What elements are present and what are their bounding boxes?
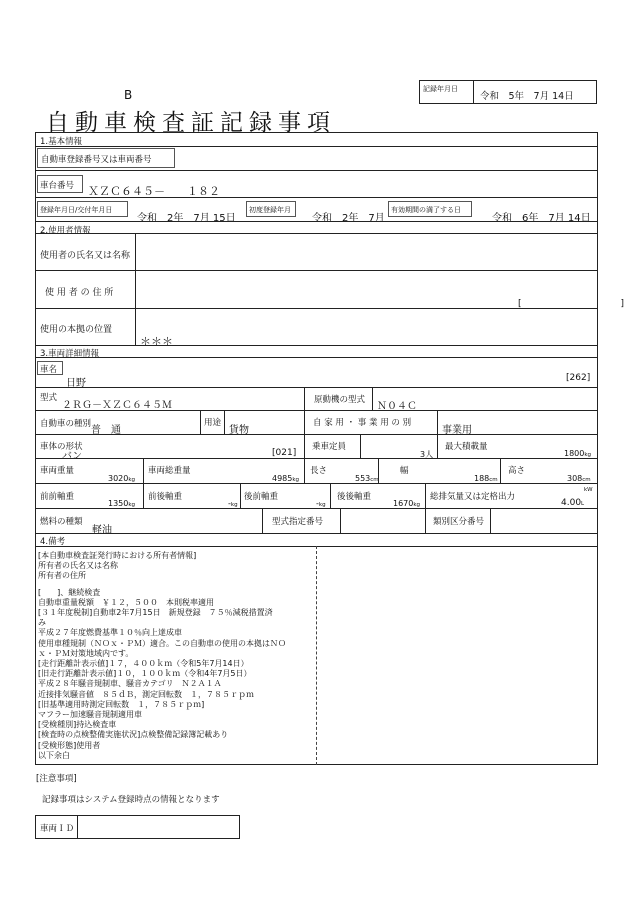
rear-front-axle-value: -kg: [316, 499, 326, 508]
model-value: ２ＲＧ－ＸＺＣ６４５Ｍ: [62, 400, 172, 411]
vehicle-id-label: 車両ＩＤ: [40, 824, 75, 834]
fuel-type-value: 軽油: [92, 525, 112, 536]
remarks-text: [本自動車検査証発行時における所有者情報] 所有者の氏名又は名称 所有者の住所 [ ]、継続検査 自動車重量税額 ￥１２，５００ 本則税率適用 [３１年度税制]自動車2年7月15日 新規登録 ７５％減税措置済 み 平成２７年度燃費基準１０％向上達成車 使用車種規制（ＮＯｘ・ＰＭ）適合。この自動車の使用の本拠はＮＯ ｘ・ＰＭ対策地域内です。 [走行距離計表示値]１７，４００ｋｍ（令和5年7月14日） [旧走行距離計表示値]１０，１００ｋｍ（令和4年7月5日） 平成２８年騒音規制車、騒音カテゴリ Ｎ２Ａ１Ａ 近接排気騒音値 ８５ｄＢ，測定回転数 １，７８５ｒｐｍ [旧基準適用時測定回転数 １，７８５ｒｐｍ] マフラー加速騒音規制適用車 [受検種別]持込検査車 [検査時の点検整備実施状況]点検整備記録簿記載あり [受検形態]使用者 以下余白: [38, 551, 286, 760]
chassis-number-label: 車台番号: [40, 181, 75, 191]
chassis-number-value: ＸＺＣ６４５－ １８２: [88, 185, 220, 198]
issue-date-label: 登録年月日/交付年月日: [40, 206, 113, 214]
vehicle-weight-label: 車両重量: [40, 466, 75, 476]
maker-label: 車名: [40, 365, 58, 375]
maker-code: [262]: [566, 373, 591, 383]
fuel-type-label: 燃料の種類: [40, 517, 83, 527]
rear-front-axle-label: 後前軸重: [244, 492, 279, 502]
form-mark: B: [124, 88, 133, 102]
usage-value: 貨物: [229, 425, 249, 436]
max-load-label: 最大積載量: [445, 442, 488, 452]
section-basic-title: 1.基本情報: [40, 137, 83, 147]
body-shape-code: [021]: [272, 448, 297, 458]
section-remarks-title: 4.備考: [40, 537, 66, 547]
notes-text: 記録事項はシステム登録時点の情報となります: [42, 795, 220, 805]
page-title: 自動車検査証記録事項: [46, 110, 336, 136]
record-date-value: 令和 5年 7月 14日: [480, 91, 574, 102]
user-name-label: 使用者の氏名又は名称: [40, 251, 131, 261]
base-location-label: 使用の本拠の位置: [40, 325, 113, 335]
body-shape-label: 車体の形状: [40, 442, 83, 452]
displacement-unit-kw: kW: [584, 487, 593, 493]
height-value: 308cm: [567, 474, 591, 483]
front-rear-axle-value: -kg: [228, 499, 238, 508]
vehicle-kind-value: 普 通: [91, 425, 121, 436]
usage-label: 用途: [204, 418, 222, 428]
length-value: 553cm: [355, 474, 379, 483]
registration-number-label: 自動車登録番号又は車両番号: [41, 155, 152, 165]
width-label: 幅: [400, 466, 409, 476]
engine-model-label: 原動機の型式: [314, 395, 366, 405]
length-label: 長さ: [310, 466, 328, 476]
user-address-bracket: [ ]: [518, 299, 625, 309]
front-rear-axle-label: 前後軸重: [148, 492, 183, 502]
base-location-value: ＊＊＊: [140, 335, 173, 348]
user-address-label: 使 用 者 の 住 所: [45, 288, 114, 298]
category-number-label: 類別区分番号: [433, 517, 485, 527]
model-label: 型式: [40, 393, 58, 403]
expiry-date-label: 有効期間の満了する日: [391, 206, 461, 214]
gross-weight-label: 車両総重量: [148, 466, 191, 476]
private-business-value: 事業用: [442, 425, 472, 436]
expiry-date-value: 令和 6年 7月 14日: [492, 213, 591, 224]
height-label: 高さ: [508, 466, 526, 476]
gross-weight-value: 4985kg: [272, 474, 300, 483]
engine-model-value: Ｎ０４Ｃ: [377, 401, 417, 412]
rear-rear-axle-value: 1670kg: [393, 499, 421, 508]
displacement-label: 総排気量又は定格出力: [430, 492, 516, 502]
width-value: 188cm: [474, 474, 498, 483]
notes-title: [注意事項]: [36, 774, 77, 784]
max-load-value: 1800kg: [564, 449, 592, 458]
maker-value: 日野: [66, 378, 86, 389]
front-front-axle-label: 前前軸重: [40, 492, 75, 502]
first-registration-value: 令和 2年 7月: [312, 213, 385, 224]
type-designation-label: 型式指定番号: [272, 517, 324, 527]
record-date-label: 記録年月日: [423, 85, 458, 93]
first-registration-label: 初度登録年月: [249, 206, 291, 214]
capacity-label: 乗車定員: [312, 442, 347, 452]
section-user-title: 2.使用者情報: [40, 226, 91, 236]
vehicle-weight-value: 3020kg: [108, 474, 136, 483]
private-business-label: 自 家 用 ・ 事 業 用 の 別: [313, 418, 412, 428]
front-front-axle-value: 1350kg: [108, 499, 136, 508]
displacement-value: 4.00L: [561, 498, 585, 508]
body-shape-value: バン: [62, 451, 82, 462]
section-vehicle-title: 3.車両詳細情報: [40, 349, 100, 359]
vehicle-kind-label: 自動車の種別: [40, 419, 92, 429]
rear-rear-axle-label: 後後軸重: [337, 492, 372, 502]
issue-date-value: 令和 2年 7月 15日: [137, 213, 236, 224]
capacity-value: 3人: [420, 450, 434, 459]
